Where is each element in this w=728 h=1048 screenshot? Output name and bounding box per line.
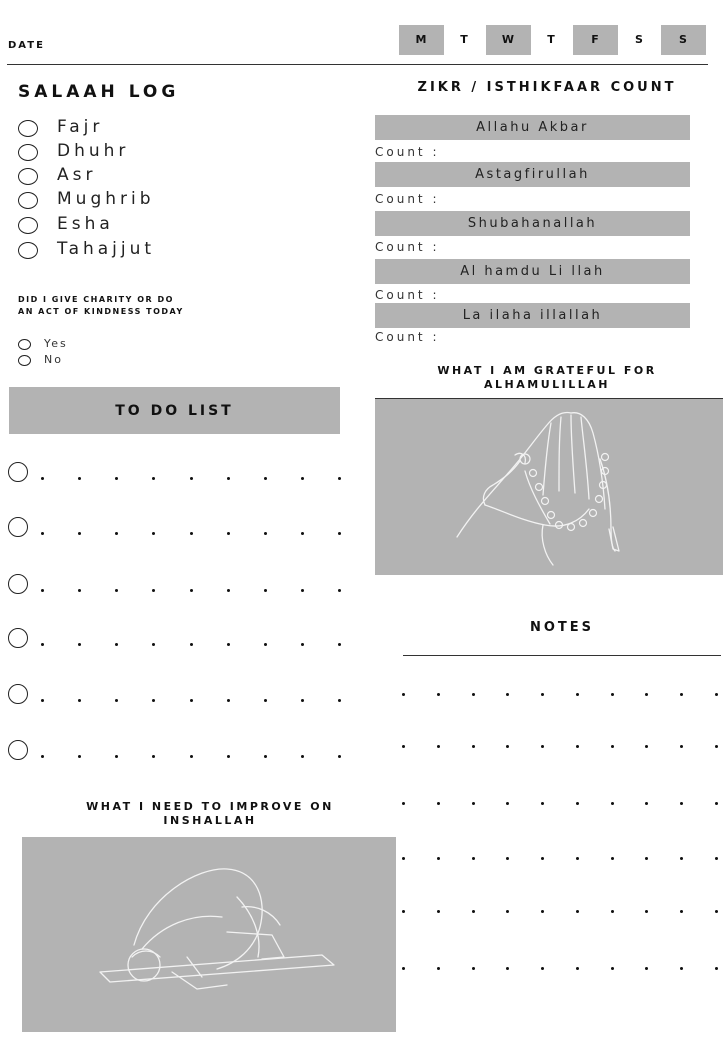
- dot: [576, 910, 579, 913]
- dot: [645, 802, 648, 805]
- dot: [402, 802, 405, 805]
- zikr-bar-allahu-akbar: Allahu Akbar: [375, 115, 690, 140]
- notes-dotted-line[interactable]: [402, 693, 718, 696]
- dot: [190, 589, 193, 592]
- zikr-bar-shubahanallah: Shubahanallah: [375, 211, 690, 236]
- grateful-box[interactable]: [375, 399, 723, 575]
- zikr-count-allahu-akbar[interactable]: Count :: [375, 145, 440, 159]
- day-monday[interactable]: M: [399, 25, 444, 55]
- dot: [227, 643, 230, 646]
- todo-checkbox[interactable]: [8, 740, 28, 760]
- dot: [41, 699, 44, 702]
- praying-hands-icon: [375, 399, 723, 575]
- dot: [680, 745, 683, 748]
- grateful-title: WHAT I AM GRATEFUL FOR ALHAMULILLAH: [437, 364, 657, 391]
- dot: [715, 745, 718, 748]
- dot: [402, 910, 405, 913]
- dot: [576, 857, 579, 860]
- dot: [541, 693, 544, 696]
- dot: [541, 802, 544, 805]
- notes-dotted-line[interactable]: [402, 967, 718, 970]
- dot: [152, 699, 155, 702]
- zikr-count-la-ilaha-illallah[interactable]: Count :: [375, 330, 440, 344]
- dot: [402, 693, 405, 696]
- dot: [338, 643, 341, 646]
- day-wednesday[interactable]: W: [486, 25, 531, 55]
- dot: [264, 477, 267, 480]
- dot: [338, 755, 341, 758]
- dotted-line: [41, 532, 341, 535]
- dot: [152, 755, 155, 758]
- prayer-label: Fajr: [57, 117, 104, 137]
- notes-dotted-line[interactable]: [402, 745, 718, 748]
- todo-list-title: TO DO LIST: [9, 387, 340, 434]
- charity-question: DID I GIVE CHARITY OR DO AN ACT OF KINDNESS TODAY: [18, 295, 184, 316]
- dot: [301, 755, 304, 758]
- notes-dotted-line[interactable]: [402, 857, 718, 860]
- dot: [78, 643, 81, 646]
- dot: [402, 967, 405, 970]
- prayer-label: Mughrib: [57, 189, 155, 209]
- dot: [301, 643, 304, 646]
- dot: [611, 802, 614, 805]
- dot: [645, 910, 648, 913]
- dot: [472, 910, 475, 913]
- dot: [576, 802, 579, 805]
- prayer-label: Esha: [57, 214, 114, 234]
- dot: [506, 910, 509, 913]
- dot: [437, 910, 440, 913]
- dot: [227, 477, 230, 480]
- dotted-line: [41, 643, 341, 646]
- dot: [301, 589, 304, 592]
- notes-dotted-line[interactable]: [402, 910, 718, 913]
- dot: [680, 802, 683, 805]
- dot: [472, 802, 475, 805]
- prayer-label: Asr: [57, 165, 97, 185]
- dot: [611, 967, 614, 970]
- dot: [715, 693, 718, 696]
- dotted-line: [41, 755, 341, 758]
- todo-row[interactable]: [8, 462, 344, 484]
- dot: [115, 532, 118, 535]
- dot: [402, 857, 405, 860]
- zikr-bar-alhamdulillah: Al hamdu Li llah: [375, 259, 690, 284]
- dot: [264, 532, 267, 535]
- dot: [264, 589, 267, 592]
- zikr-bar-astagfirullah: Astagfirullah: [375, 162, 690, 187]
- todo-row[interactable]: [8, 628, 344, 650]
- dot: [338, 699, 341, 702]
- todo-row[interactable]: [8, 740, 344, 762]
- dot: [301, 532, 304, 535]
- dot: [338, 589, 341, 592]
- dot: [472, 967, 475, 970]
- day-friday[interactable]: F: [573, 25, 618, 55]
- dot: [437, 857, 440, 860]
- prayer-label: Tahajjut: [57, 239, 156, 259]
- date-label: DATE: [8, 40, 45, 51]
- day-sunday[interactable]: S: [661, 25, 706, 55]
- dot: [78, 477, 81, 480]
- prayer-label: Dhuhr: [57, 141, 130, 161]
- todo-checkbox[interactable]: [8, 628, 28, 648]
- notes-divider: [403, 655, 721, 656]
- prayer-checkbox[interactable]: [18, 144, 38, 161]
- todo-row[interactable]: [8, 574, 344, 596]
- dot: [715, 802, 718, 805]
- dot: [437, 967, 440, 970]
- todo-checkbox[interactable]: [8, 462, 28, 482]
- zikr-count-shubahanallah[interactable]: Count :: [375, 240, 440, 254]
- dot: [611, 745, 614, 748]
- dot: [437, 802, 440, 805]
- dot: [611, 857, 614, 860]
- dot: [472, 745, 475, 748]
- dot: [152, 643, 155, 646]
- zikr-count-alhamdulillah[interactable]: Count :: [375, 288, 440, 302]
- dot: [611, 910, 614, 913]
- header-divider: [7, 64, 708, 65]
- dot: [115, 699, 118, 702]
- dot: [506, 967, 509, 970]
- option-label: No: [44, 353, 63, 366]
- dotted-line: [41, 477, 341, 480]
- salaah-log-title: SALAAH LOG: [18, 82, 180, 102]
- dot: [115, 755, 118, 758]
- dot: [41, 532, 44, 535]
- dot: [78, 755, 81, 758]
- dot: [152, 589, 155, 592]
- dot: [190, 699, 193, 702]
- notes-title: NOTES: [529, 620, 595, 635]
- dot: [227, 532, 230, 535]
- todo-row[interactable]: [8, 517, 344, 539]
- dot: [506, 857, 509, 860]
- dot: [301, 699, 304, 702]
- prostration-icon: [22, 837, 396, 1032]
- dot: [541, 745, 544, 748]
- dot: [645, 745, 648, 748]
- prayer-checkbox[interactable]: [18, 120, 38, 137]
- dot: [541, 910, 544, 913]
- dot: [338, 477, 341, 480]
- notes-dotted-line[interactable]: [402, 802, 718, 805]
- dot: [541, 967, 544, 970]
- dot: [190, 643, 193, 646]
- dot: [78, 699, 81, 702]
- dot: [41, 477, 44, 480]
- dot: [190, 532, 193, 535]
- day-saturday[interactable]: S: [635, 33, 644, 46]
- zikr-bar-la-ilaha-illallah: La ilaha illallah: [375, 303, 690, 328]
- todo-row[interactable]: [8, 684, 344, 706]
- dot: [301, 477, 304, 480]
- dotted-line: [41, 589, 341, 592]
- dot: [715, 910, 718, 913]
- dot: [645, 857, 648, 860]
- dot: [41, 643, 44, 646]
- prayer-checkbox[interactable]: [18, 242, 38, 259]
- dot: [41, 589, 44, 592]
- dot: [576, 693, 579, 696]
- todo-checkbox[interactable]: [8, 574, 28, 594]
- dot: [227, 755, 230, 758]
- dot: [645, 693, 648, 696]
- dot: [41, 755, 44, 758]
- dot: [680, 857, 683, 860]
- dot: [264, 699, 267, 702]
- day-tuesday[interactable]: T: [460, 33, 469, 46]
- dot: [506, 693, 509, 696]
- dot: [506, 802, 509, 805]
- zikr-count-astagfirullah[interactable]: Count :: [375, 192, 440, 206]
- dot: [78, 589, 81, 592]
- dot: [680, 910, 683, 913]
- prayer-checkbox[interactable]: [18, 217, 38, 234]
- dot: [227, 699, 230, 702]
- radio-yes[interactable]: [18, 339, 31, 350]
- dot: [115, 643, 118, 646]
- zikr-title: ZIKR / ISTHIKFAAR COUNT: [417, 80, 677, 95]
- dot: [190, 755, 193, 758]
- dot: [437, 693, 440, 696]
- dot: [115, 589, 118, 592]
- day-thursday[interactable]: T: [547, 33, 556, 46]
- dot: [227, 589, 230, 592]
- dot: [576, 745, 579, 748]
- todo-checkbox[interactable]: [8, 684, 28, 704]
- dot: [78, 532, 81, 535]
- dot: [472, 857, 475, 860]
- dot: [680, 967, 683, 970]
- option-label: Yes: [44, 337, 68, 350]
- dot: [472, 693, 475, 696]
- dot: [715, 967, 718, 970]
- dot: [264, 643, 267, 646]
- dotted-line: [41, 699, 341, 702]
- dot: [402, 745, 405, 748]
- radio-no[interactable]: [18, 355, 31, 366]
- dot: [338, 532, 341, 535]
- dot: [611, 693, 614, 696]
- dot: [645, 967, 648, 970]
- dot: [190, 477, 193, 480]
- dot: [152, 532, 155, 535]
- improve-title: WHAT I NEED TO IMPROVE ON INSHALLAH: [86, 800, 334, 827]
- dot: [680, 693, 683, 696]
- dot: [576, 967, 579, 970]
- dot: [437, 745, 440, 748]
- prayer-checkbox[interactable]: [18, 192, 38, 209]
- improve-box[interactable]: [22, 837, 396, 1032]
- prayer-checkbox[interactable]: [18, 168, 38, 185]
- dot: [152, 477, 155, 480]
- todo-checkbox[interactable]: [8, 517, 28, 537]
- dot: [115, 477, 118, 480]
- dot: [541, 857, 544, 860]
- dot: [506, 745, 509, 748]
- dot: [264, 755, 267, 758]
- dot: [715, 857, 718, 860]
